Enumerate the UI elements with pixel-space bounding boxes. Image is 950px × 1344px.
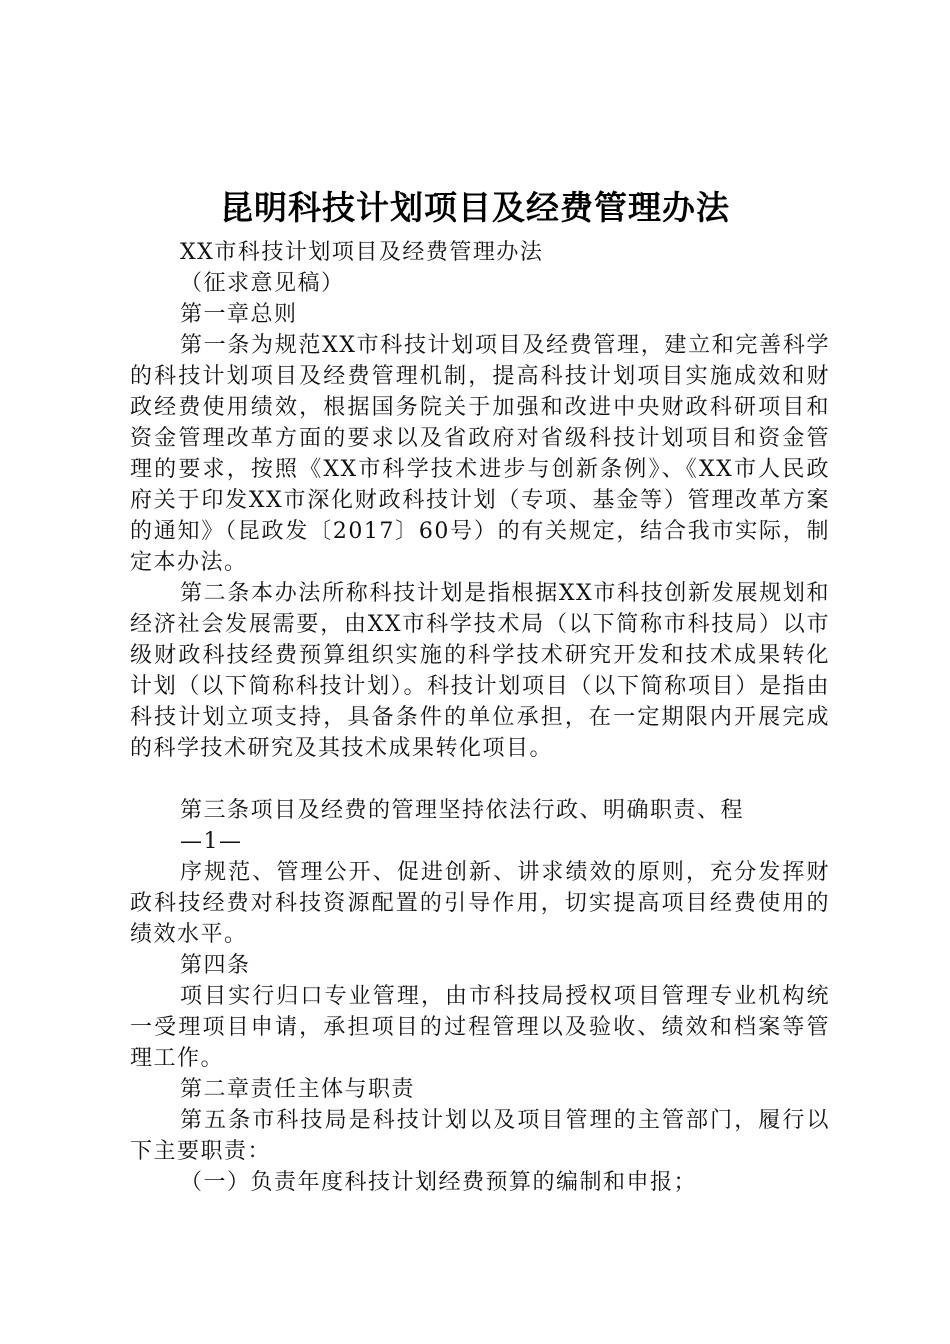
article-paragraph: 第二条本办法所称科技计划是指根据XX市科技创新发展规划和经济社会发展需要，由XX市科学技术局（以下简称市科技局）以市级财政科技经费预算组织实施的科学技术研究开发和技术成果转化计划（以下简称科技计划）。科技计划项目（以下简称项目）是指由科技计划立项支持，具备条件的单位承担，在一定期限内开展完成的科学技术研究及其技术成果转化项目。 <box>130 581 830 761</box>
article-paragraph: 第五条市科技局是科技计划以及项目管理的主管部门，履行以下主要职责： <box>130 1108 830 1164</box>
page-number: —1— <box>180 829 243 854</box>
sub-title: XX市科技计划项目及经费管理办法 <box>180 240 544 265</box>
paragraph-gap <box>130 764 830 795</box>
document-title: 昆明科技计划项目及经费管理办法 <box>220 188 730 227</box>
document-body <box>130 237 830 1198</box>
list-item: （一）负责年度科技计划经费预算的编制和申报； <box>180 1170 698 1195</box>
chapter-heading: 第二章责任主体与职责 <box>180 1077 416 1102</box>
article-paragraph: 序规范、管理公开、促进创新、讲求绩效的原则，充分发挥财政科技经费对科技资源配置的引导作用，切实提高项目经费使用的绩效水平。 <box>130 860 830 947</box>
article-paragraph: 第三条项目及经费的管理坚持依法行政、明确职责、程 <box>180 798 745 823</box>
article-paragraph: 项目实行归口专业管理，由市科技局授权项目管理专业机构统一受理项目申请，承担项目的过程管理以及验收、绩效和档案等管理工作。 <box>130 984 830 1071</box>
article-heading: 第四条 <box>180 953 251 978</box>
article-paragraph: 第一条为规范XX市科技计划项目及经费管理，建立和完善科学的科技计划项目及经费管理机制，提高科技计划项目实施成效和财政经费使用绩效，根据国务院关于加强和改进中央财政科研项目和资金管理改革方面的要求以及省政府对省级科技计划项目和资金管理的要求，按照《XX市科学技术进步与创新条例》、《XX市人民政府关于印发XX市深化财政科技计划（专项、基金等）管理改革方案的通知》（昆政发〔2017〕60号）的有关规定，结合我市实际，制定本办法。 <box>130 333 830 575</box>
draft-note: （征求意见稿） <box>180 271 345 296</box>
chapter-heading: 第一章总则 <box>180 302 298 327</box>
